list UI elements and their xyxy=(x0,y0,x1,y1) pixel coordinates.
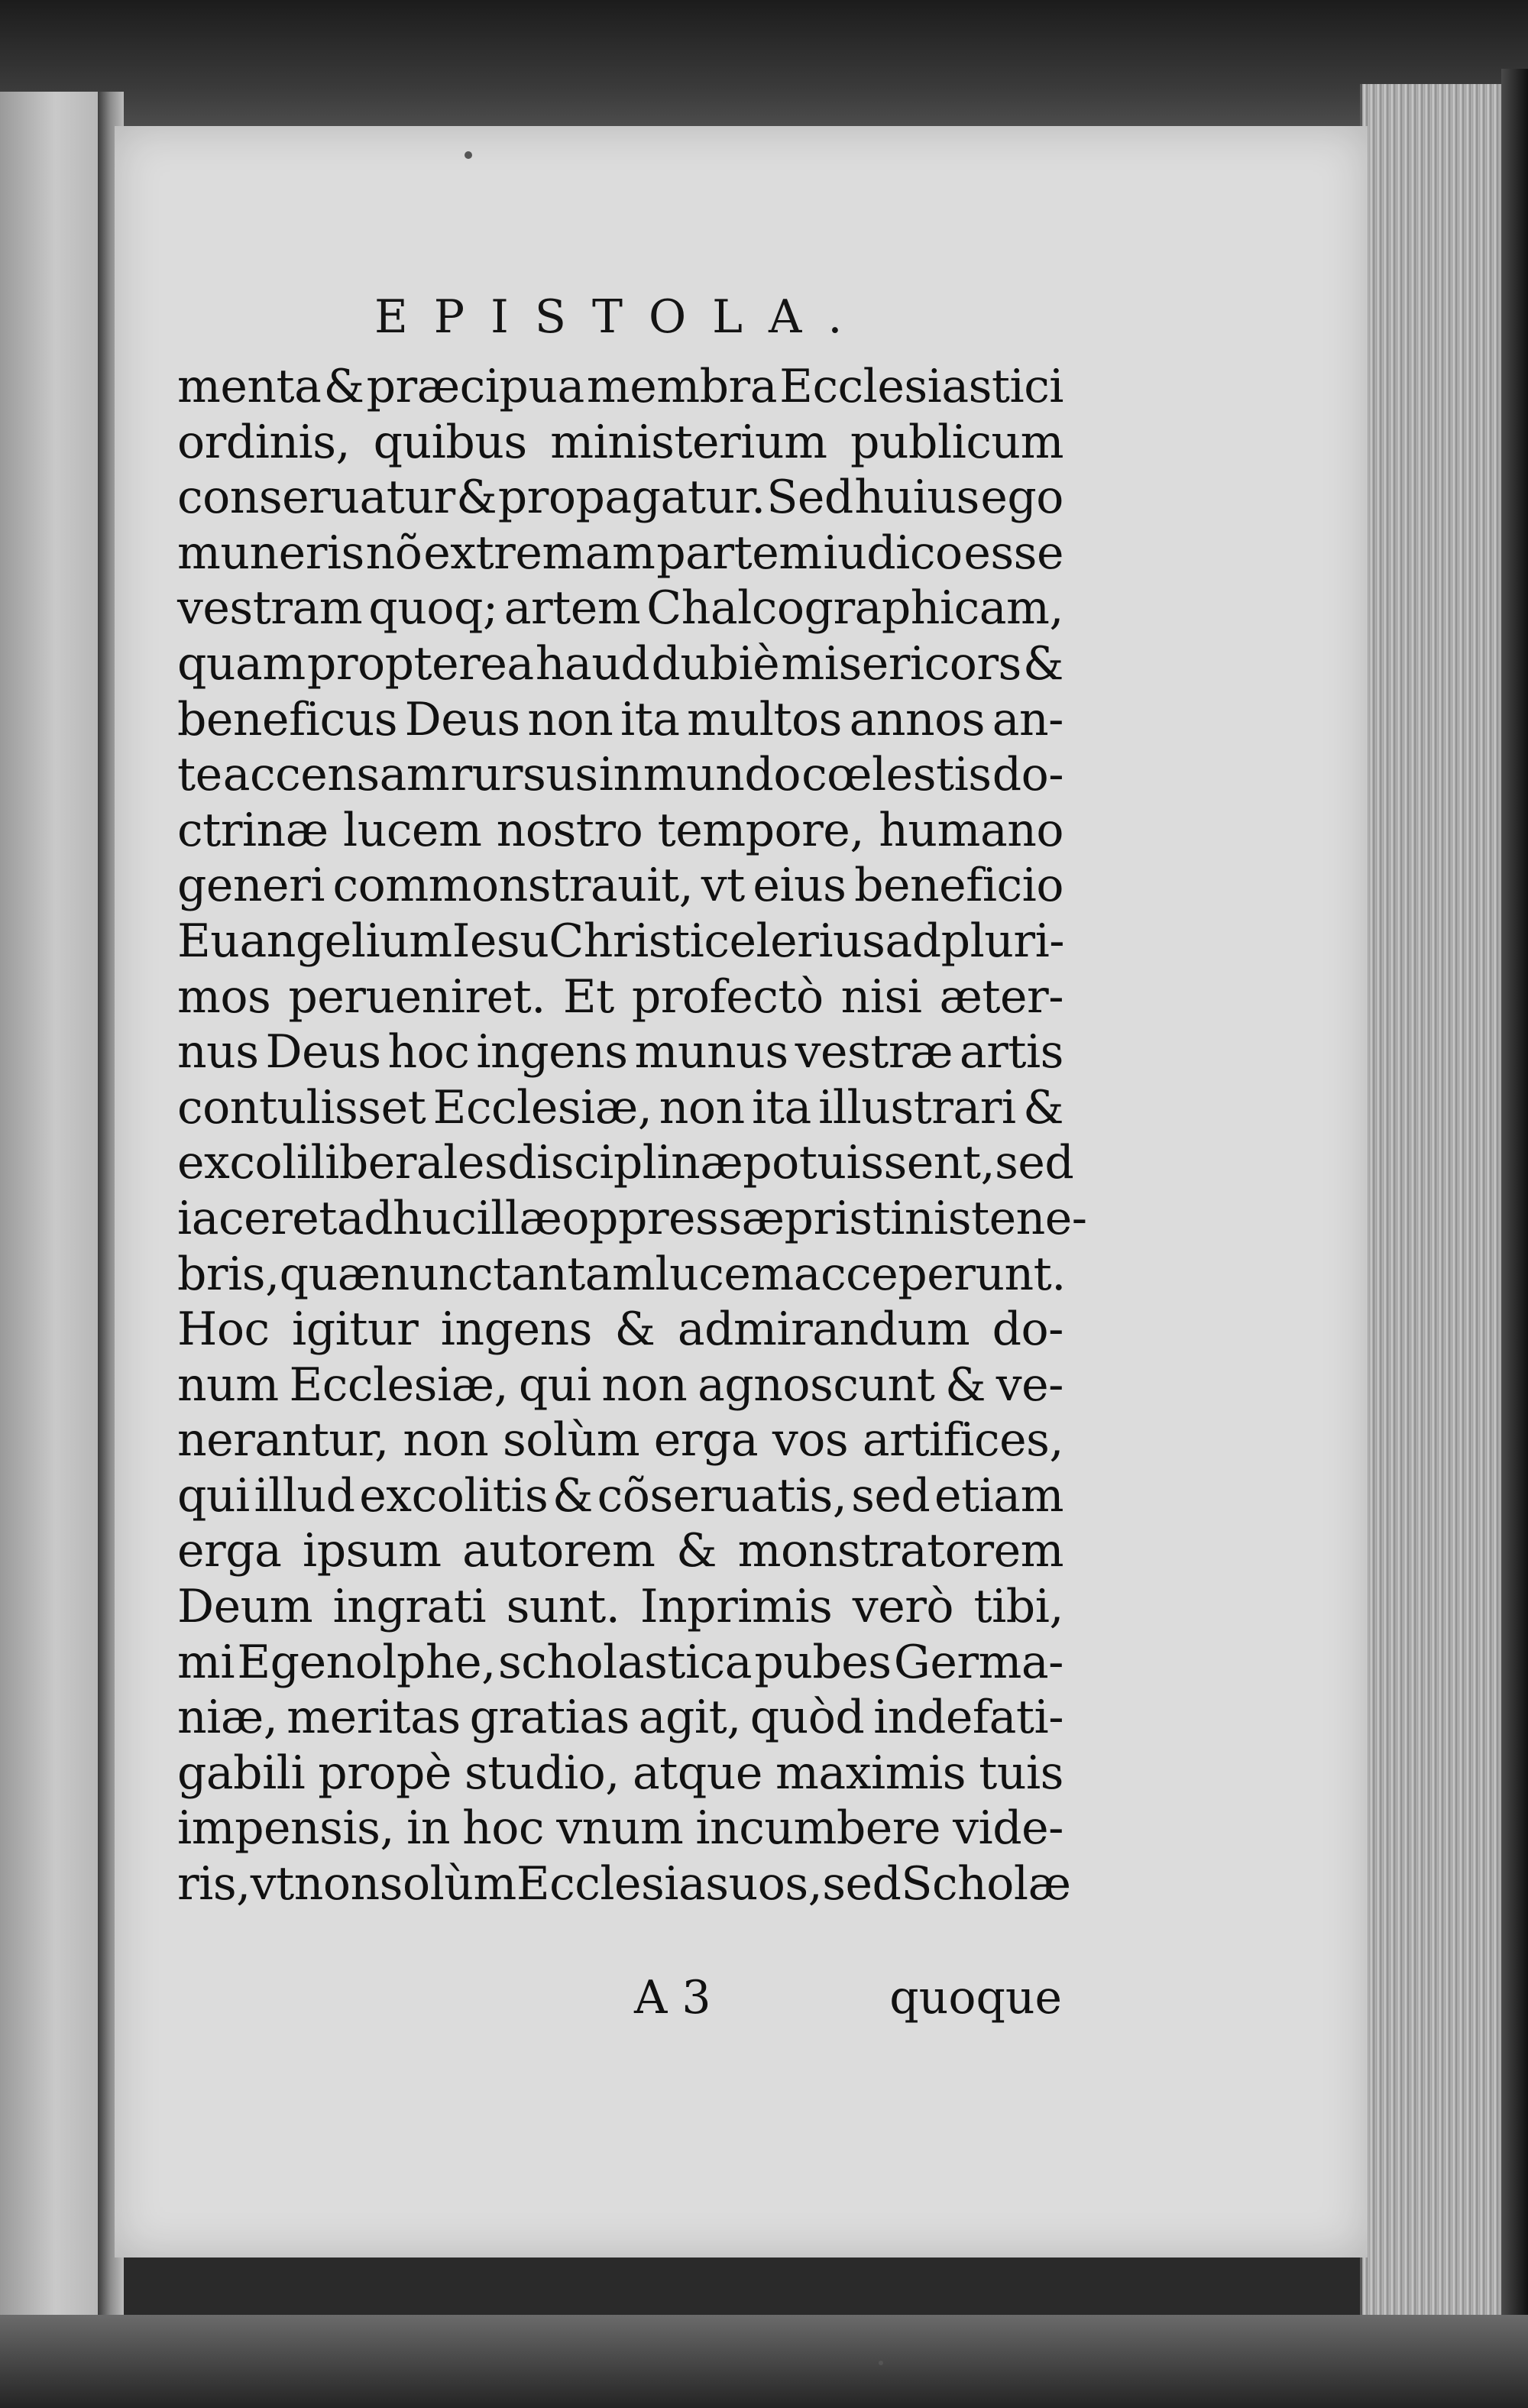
signature-mark: A 3 xyxy=(634,1971,711,2024)
text-line: iaceret adhuc illæ oppressæ pristinis tene- xyxy=(177,1191,1087,1245)
running-head: EPISTOLA. xyxy=(374,290,869,344)
text-line: conseruatur & propagatur. Sed huius ego xyxy=(177,471,1063,525)
text-line: qui illud excolitis & cõseruatis, sed etiam xyxy=(177,1468,1063,1523)
text-line: mos perueniret. Et profectò nisi æter- xyxy=(177,969,1063,1024)
text-line: generi commonstrauit, vt eius beneficio xyxy=(177,859,1063,913)
text-line: nerantur, non solùm erga vos artifices, xyxy=(177,1413,1063,1468)
text-line: contulisset Ecclesiæ, non ita illustrari & xyxy=(177,1080,1063,1134)
text-line: menta & præcipua membra Ecclesiastici xyxy=(177,360,1063,413)
book-bottom-edge xyxy=(0,2315,1528,2408)
text-line: excoli liberales disciplinæ potuissent, sed xyxy=(177,1136,1074,1190)
text-line: ordinis, quibus ministerium publicum xyxy=(177,415,1063,469)
text-line: vestram quoq; artem Chalcographicam, xyxy=(177,581,1063,636)
text-line: impensis, in hoc vnum incumbere vide- xyxy=(177,1801,1063,1856)
text-line: nus Deus hoc ingens munus vestræ artis xyxy=(177,1025,1063,1079)
text-line: bris, quæ nunc tantam lucem acceperunt. xyxy=(177,1247,1066,1301)
text-line: mi Egenolphe, scholastica pubes Germa- xyxy=(177,1635,1063,1689)
paper-speck xyxy=(879,2361,883,2365)
catchword: quoque xyxy=(889,1971,1062,2024)
text-line: num Ecclesiæ, qui non agnoscunt & ve- xyxy=(177,1358,1063,1412)
fore-edge-shadow xyxy=(1501,69,1528,2345)
text-line: Hoc igitur ingens & admirandum do- xyxy=(177,1303,1063,1357)
text-line: muneris nõ extremam partem iudico esse xyxy=(177,526,1063,580)
text-line: gabili propè studio, atque maximis tuis xyxy=(177,1746,1063,1800)
text-line: Deum ingrati sunt. Inprimis verò tibi, xyxy=(177,1580,1063,1634)
text-line: ctrinæ lucem nostro tempore, humano xyxy=(177,803,1063,857)
text-line: erga ipsum autorem & monstratorem xyxy=(177,1524,1063,1578)
text-line: Euangelium Iesu Christi celerius ad pluri- xyxy=(177,914,1065,968)
text-line: quam propterea haud dubiè misericors & xyxy=(177,636,1063,691)
text-line: ris, vt non solùm Ecclesia suos, sed Scholæ xyxy=(177,1857,1071,1911)
text-block-fore-edge xyxy=(1360,84,1515,2315)
text-line: niæ, meritas gratias agit, quòd indefati- xyxy=(177,1691,1063,1745)
paper-speck xyxy=(465,151,472,159)
facing-page-left xyxy=(0,92,111,2353)
book-top-edge xyxy=(0,0,1528,145)
text-line: beneficus Deus non ita multos annos an- xyxy=(177,692,1063,746)
text-line: te accensam rursus in mundo cœlestis do- xyxy=(177,748,1063,802)
body-text xyxy=(177,359,1087,1912)
